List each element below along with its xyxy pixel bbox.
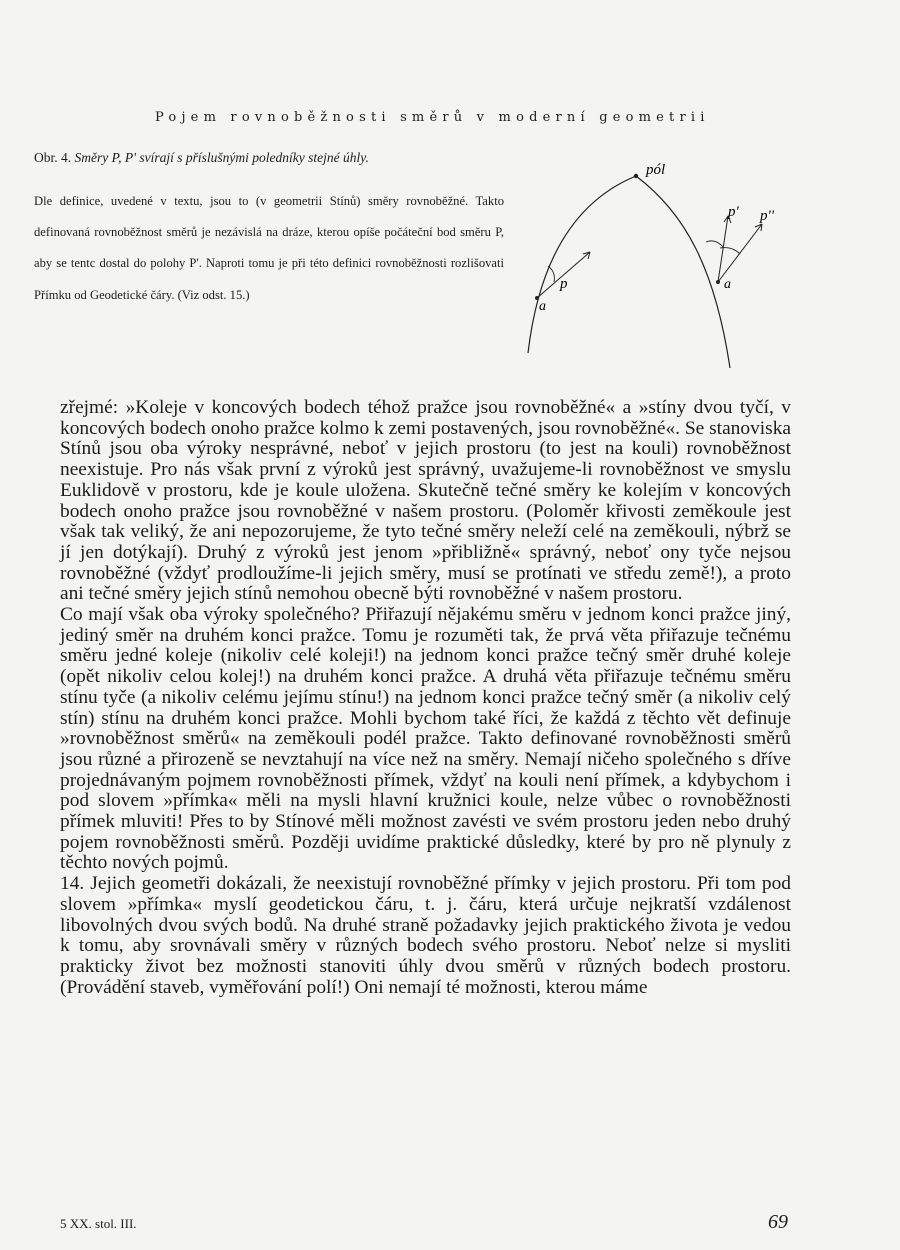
meridian-left bbox=[528, 176, 636, 353]
figure-caption-label: Obr. 4. bbox=[34, 150, 72, 165]
pole-point bbox=[634, 174, 638, 178]
label-a-left: a bbox=[539, 299, 546, 314]
label-a-right: a bbox=[724, 277, 731, 292]
paragraph-1: zřejmé: »Koleje v koncových bodech téhož pražce jsou rovnoběžné« a »stíny dvou tyčí, v koncových bodech onoho pražce kolmo k zemi postavených, jsou rovnoběžné«. Se stanoviska Stínů jsou oba výroky nesprávné, neboť v jejich prostoru (to jest na kouli) rovnoběžnost neexistuje. Pro nás však první z výroků jest správný, uvažujeme-li rovnoběžnost ve smyslu Euklidově v prostoru, kde je koule uložena. Skutečně tečné směry ke kolejím v koncových bodech onoho pražce jsou rovnoběžné v našem prostoru. (Poloměr křivosti zeměkoule jest však tak veliký, že ani nepozorujeme, že tyto tečné směry neleží celé na zeměkouli, nýbrž se jí jen dotýkají). Druhý z výroků jest jenom »přibližně« správný, neboť ony tyče nejsou rovnoběžné (vždyť prodloužíme-li jejich směry, musí se protínati ve středu země!), a proto ani tečné směry jejich stínů nemohou obecně býti rovnoběžné v našem prostoru. bbox=[60, 397, 791, 605]
figure-caption bbox=[34, 150, 504, 166]
paragraph-3: 14. Jejich geometři dokázali, že neexistují rovnoběžné přímky v jejich prostoru. Při tom pod slovem »přímka« myslí geodetickou čáru, t. j. čáru, která určuje nejkratší vzdálenost libovolných dvou svých bodů. Na druhé straně požadavky jejich praktického života je vedou k tomu, aby srovnávali směry v různých bodech svého prostoru. Neboť nelze si mysliti prakticky život bez možnosti stanoviti úhly dvou směrů v různých bodech prostoru. (Provádění staveb, vyměřování polí!) Oni nemají té možnosti, kterou máme bbox=[60, 873, 791, 998]
figure-caption-block bbox=[34, 150, 504, 311]
running-head: Pojem rovnoběžnosti směrů v moderní geometrii bbox=[155, 110, 710, 125]
main-text bbox=[60, 398, 791, 998]
figure-explanation: Dle definice, uvedené v textu, jsou to (v geometrii Stínů) směry rovnoběžné. Takto definovaná rovnoběžnost směrů je nezávislá na dráze, kterou opíše počáteční bod směru P, aby se tentc dostal do polohy P'. Naproti tomu je při této definici rovnoběžnosti rozlišovati Přímku od Geodetické čáry. (Viz odst. 15.) bbox=[34, 194, 504, 302]
angle-arc-right bbox=[706, 241, 724, 248]
meridian-diagram bbox=[510, 158, 780, 378]
label-p-prime: p' bbox=[728, 204, 739, 220]
direction-p-prime bbox=[718, 216, 728, 282]
label-p-left: p bbox=[560, 276, 568, 292]
direction-p-double bbox=[718, 224, 762, 282]
page-number: 69 bbox=[768, 1211, 788, 1233]
footer-signature: 5 XX. stol. III. bbox=[60, 1216, 137, 1231]
label-pole: pól bbox=[646, 162, 666, 178]
paragraph-2: Co mají však oba výroky společného? Přiřazují nějakému směru v jednom konci pražce jiný, jediný směr na druhém konci pražce. Tomu je rozuměti tak, že prvá věta přiřazuje tečnému směru jedné koleje (nikoliv celé koleji!) na jednom konci pražce tečný směr druhé koleje (opět nikoliv celou kolej!) na druhém konci pražce. A druhá věta přiřazuje tečnému směru stínu tyče (a nikoliv celému jejímu stínu!) na jednom konci pražce tečný směr (a nikoliv celý stín) stínu na druhém konci pražce. Mohli bychom také říci, že každá z těchto vět definuje »rovnoběžnost směrů« na zeměkouli podél pražce. Takto definované rovnoběžnosti směrů jsou různé a přirozeně se nevztahují na více než na směry. Nemají ničeho společného s dříve projednávaným pojmem rovnoběžnosti přímek, vždyť na kouli není přímek, a kdybychom i pod slovem »přímka« měli na mysli hlavní kružnici koule, nelze vůbec o rovnoběžnosti přímek mluviti! Přes to by Stínové měli možnost zavésti ve svém prostoru jeden nebo druhý pojem rovnoběžnosti směrů. Později uvidíme praktické důsledky, které by pro ně plynuly z těchto nových pojmů. bbox=[60, 604, 791, 874]
meridian-right bbox=[636, 176, 730, 368]
label-p-double: p'' bbox=[760, 208, 774, 224]
figure-caption-text: Směry P, P' svírají s příslušnými poledníky stejné úhly. bbox=[74, 150, 369, 165]
